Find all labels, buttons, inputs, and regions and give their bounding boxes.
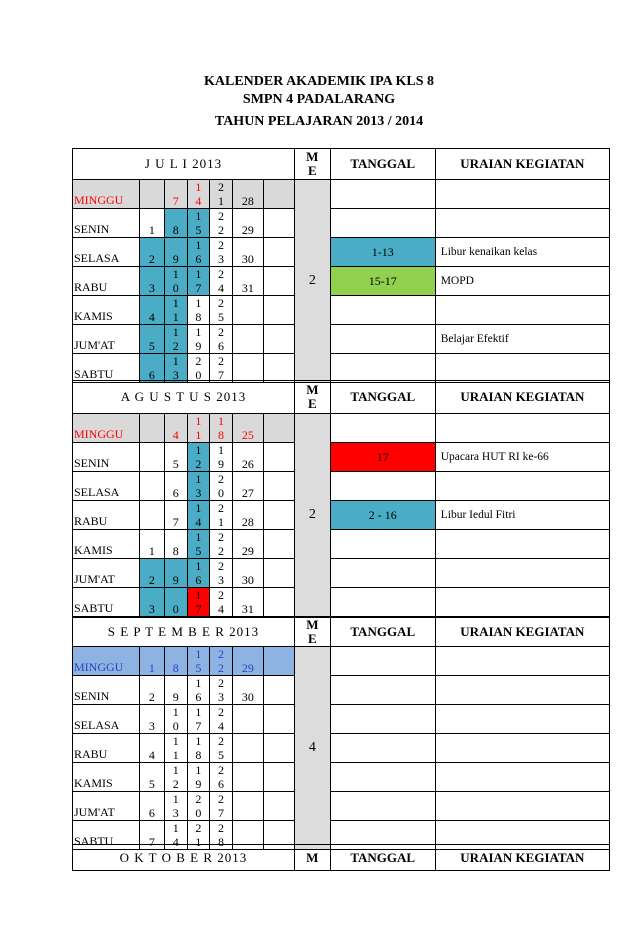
date-cell [263, 472, 294, 501]
date-cell: 4 [139, 296, 164, 325]
row-juli-selasa [73, 238, 610, 267]
date-cell: 2 2 [210, 209, 233, 238]
date-cell: 2 3 [210, 676, 233, 705]
date-cell: 2 4 [210, 705, 233, 734]
date-cell [232, 734, 263, 763]
date-cell: 27 [232, 472, 263, 501]
date-cell: 2 1 [210, 180, 233, 209]
date-cell: 1 4 [164, 821, 187, 850]
row-juli-rabu [73, 267, 610, 296]
date-cell: 1 6 [187, 238, 210, 267]
kegiatan-cell [435, 559, 609, 588]
date-cell: 2 5 [210, 734, 233, 763]
kegiatan-cell [435, 705, 609, 734]
kegiatan-cell [435, 763, 609, 792]
date-cell: 2 2 [210, 647, 233, 676]
date-cell: 7 [164, 501, 187, 530]
day-label: RABU [73, 734, 140, 763]
header-m: M E [294, 618, 330, 647]
date-cell: 1 3 [164, 792, 187, 821]
date-cell [263, 705, 294, 734]
kegiatan-cell: MOPD [435, 267, 609, 296]
date-cell [263, 180, 294, 209]
kegiatan-cell: Belajar Efektif [435, 325, 609, 354]
date-cell: 2 0 [187, 792, 210, 821]
date-cell: 29 [232, 209, 263, 238]
date-cell: 1 7 [187, 705, 210, 734]
kegiatan-cell [435, 209, 609, 238]
kegiatan-cell [435, 530, 609, 559]
date-cell: 30 [232, 559, 263, 588]
tanggal-cell [330, 209, 435, 238]
kegiatan-cell: Libur kenaikan kelas [435, 238, 609, 267]
kegiatan-cell [435, 734, 609, 763]
row-juli-senin [73, 209, 610, 238]
date-cell: 2 2 [210, 530, 233, 559]
date-cell: 1 5 [187, 209, 210, 238]
day-label: SENIN [73, 209, 140, 238]
day-label: SABTU [73, 354, 140, 383]
date-cell: 1 5 [187, 647, 210, 676]
date-cell: 2 5 [210, 296, 233, 325]
tanggal-cell [330, 588, 435, 617]
day-label: KAMIS [73, 763, 140, 792]
tanggal-cell [330, 354, 435, 383]
day-label: SABTU [73, 588, 140, 617]
tanggal-cell [330, 559, 435, 588]
date-cell: 1 6 [187, 559, 210, 588]
doc-title: KALENDER AKADEMIK IPA KLS 8 [204, 74, 434, 89]
date-cell: 6 [139, 792, 164, 821]
date-cell: 8 [164, 647, 187, 676]
date-cell: 29 [232, 647, 263, 676]
date-cell [263, 414, 294, 443]
date-cell: 4 [139, 734, 164, 763]
month-title-september: S E P T E M B E R 2013 [73, 618, 295, 647]
kegiatan-cell: Libur Iedul Fitri [435, 501, 609, 530]
date-cell: 1 7 [187, 588, 210, 617]
date-cell: 7 [139, 821, 164, 850]
date-cell: 1 [139, 209, 164, 238]
row-agustus-kamis [73, 530, 610, 559]
date-cell [263, 267, 294, 296]
row-agustus-minggu [73, 414, 610, 443]
header-tanggal: TANGGAL [330, 149, 435, 180]
date-cell [232, 354, 263, 383]
date-cell [232, 763, 263, 792]
row-september-minggu [73, 647, 610, 676]
date-cell: 1 4 [187, 501, 210, 530]
tanggal-cell: 2 - 16 [330, 501, 435, 530]
date-cell [263, 734, 294, 763]
date-cell [263, 238, 294, 267]
calendar-september [72, 617, 610, 850]
date-cell: 2 [139, 559, 164, 588]
header-m: M [294, 845, 330, 871]
date-cell [263, 209, 294, 238]
date-cell: 1 5 [187, 530, 210, 559]
day-label: SABTU [73, 821, 140, 850]
kegiatan-cell [435, 588, 609, 617]
date-cell [263, 296, 294, 325]
calendar-oktober [72, 844, 610, 871]
date-cell [232, 296, 263, 325]
header-uraian: URAIAN KEGIATAN [435, 618, 609, 647]
date-cell: 1 [139, 647, 164, 676]
date-cell: 2 7 [210, 792, 233, 821]
date-cell [232, 325, 263, 354]
date-cell: 25 [232, 414, 263, 443]
header-tanggal: TANGGAL [330, 618, 435, 647]
calendar-agustus [72, 380, 610, 617]
date-cell: 1 4 [187, 180, 210, 209]
tanggal-cell: 17 [330, 443, 435, 472]
date-cell: 1 8 [187, 296, 210, 325]
day-label: SELASA [73, 705, 140, 734]
row-september-jumat [73, 792, 610, 821]
date-cell: 5 [139, 763, 164, 792]
date-cell: 6 [164, 472, 187, 501]
row-juli-minggu [73, 180, 610, 209]
date-cell: 2 3 [210, 559, 233, 588]
month-title-oktober: O K T O B E R 2013 [73, 845, 295, 871]
kegiatan-cell [435, 354, 609, 383]
week-count: 4 [294, 647, 330, 850]
date-cell: 1 9 [187, 325, 210, 354]
date-cell [139, 443, 164, 472]
kegiatan-cell [435, 414, 609, 443]
date-cell [263, 763, 294, 792]
date-cell: 3 [139, 267, 164, 296]
header-uraian: URAIAN KEGIATAN [435, 149, 609, 180]
date-cell: 3 [139, 588, 164, 617]
date-cell: 30 [232, 676, 263, 705]
date-cell [232, 792, 263, 821]
tanggal-cell [330, 530, 435, 559]
date-cell: 1 8 [210, 414, 233, 443]
calendar-juli [72, 148, 610, 383]
date-cell: 4 [164, 414, 187, 443]
row-september-rabu [73, 734, 610, 763]
row-september-senin [73, 676, 610, 705]
date-cell [263, 647, 294, 676]
tanggal-cell [330, 414, 435, 443]
tanggal-cell: 15-17 [330, 267, 435, 296]
date-cell: 2 6 [210, 763, 233, 792]
tanggal-cell [330, 325, 435, 354]
date-cell: 1 2 [187, 443, 210, 472]
date-cell: 8 [164, 209, 187, 238]
tanggal-cell: 1-13 [330, 238, 435, 267]
row-september-kamis [73, 763, 610, 792]
kegiatan-cell [435, 676, 609, 705]
tanggal-cell [330, 180, 435, 209]
date-cell: 2 1 [210, 501, 233, 530]
date-cell: 2 [139, 238, 164, 267]
date-cell [263, 676, 294, 705]
date-cell: 1 9 [187, 763, 210, 792]
row-juli-sabtu [73, 354, 610, 383]
academic-year: TAHUN PELAJARAN 2013 / 2014 [214, 114, 424, 129]
date-cell [263, 588, 294, 617]
date-cell: 2 4 [210, 588, 233, 617]
date-cell: 28 [232, 501, 263, 530]
date-cell: 1 3 [187, 472, 210, 501]
day-label: RABU [73, 501, 140, 530]
date-cell [139, 472, 164, 501]
row-juli-kamis [73, 296, 610, 325]
date-cell [139, 414, 164, 443]
date-cell [263, 325, 294, 354]
school-name: SMPN 4 PADALARANG [242, 92, 396, 107]
header-tanggal: TANGGAL [330, 845, 435, 871]
date-cell: 1 3 [164, 354, 187, 383]
date-cell: 1 6 [187, 676, 210, 705]
tanggal-cell [330, 676, 435, 705]
row-agustus-senin [73, 443, 610, 472]
date-cell: 5 [164, 443, 187, 472]
row-agustus-jumat [73, 559, 610, 588]
tanggal-cell [330, 472, 435, 501]
date-cell [263, 559, 294, 588]
date-cell: 9 [164, 676, 187, 705]
date-cell: 1 2 [164, 325, 187, 354]
day-label: KAMIS [73, 296, 140, 325]
date-cell [139, 180, 164, 209]
day-label: RABU [73, 267, 140, 296]
date-cell: 6 [139, 354, 164, 383]
date-cell: 3 [139, 705, 164, 734]
date-cell: 31 [232, 588, 263, 617]
header-tanggal: TANGGAL [330, 381, 435, 414]
week-count: 2 [294, 414, 330, 617]
date-cell: 2 1 [187, 821, 210, 850]
date-cell [139, 501, 164, 530]
date-cell: 9 [164, 559, 187, 588]
date-cell: 7 [164, 180, 187, 209]
date-cell [232, 705, 263, 734]
header-uraian: URAIAN KEGIATAN [435, 381, 609, 414]
date-cell: 1 9 [210, 443, 233, 472]
day-label: SENIN [73, 676, 140, 705]
date-cell: 2 0 [210, 472, 233, 501]
header-uraian: URAIAN KEGIATAN [435, 845, 609, 871]
row-september-selasa [73, 705, 610, 734]
day-label: MINGGU [73, 647, 140, 676]
kegiatan-cell [435, 180, 609, 209]
date-cell: 2 4 [210, 267, 233, 296]
date-cell: 1 8 [187, 734, 210, 763]
date-cell: 1 [139, 530, 164, 559]
date-cell: 8 [164, 530, 187, 559]
date-cell: 29 [232, 530, 263, 559]
date-cell: 5 [139, 325, 164, 354]
kegiatan-cell [435, 647, 609, 676]
date-cell: 28 [232, 180, 263, 209]
month-title-agustus: A G U S T U S 2013 [73, 381, 295, 414]
date-cell: 1 1 [187, 414, 210, 443]
date-cell: 9 [164, 238, 187, 267]
kegiatan-cell: Upacara HUT RI ke-66 [435, 443, 609, 472]
kegiatan-cell [435, 472, 609, 501]
date-cell: 31 [232, 267, 263, 296]
tanggal-cell [330, 705, 435, 734]
date-cell: 26 [232, 443, 263, 472]
day-label: SENIN [73, 443, 140, 472]
tanggal-cell [330, 734, 435, 763]
tanggal-cell [330, 296, 435, 325]
day-label: SELASA [73, 238, 140, 267]
date-cell: 1 1 [164, 734, 187, 763]
date-cell: 1 0 [164, 705, 187, 734]
day-label: KAMIS [73, 530, 140, 559]
row-agustus-sabtu [73, 588, 610, 617]
date-cell: 2 7 [210, 354, 233, 383]
date-cell: 2 [139, 676, 164, 705]
date-cell [263, 530, 294, 559]
date-cell [263, 443, 294, 472]
date-cell [263, 792, 294, 821]
row-juli-jumat [73, 325, 610, 354]
tanggal-cell [330, 647, 435, 676]
date-cell [263, 501, 294, 530]
kegiatan-cell [435, 792, 609, 821]
date-cell [263, 354, 294, 383]
tanggal-cell [330, 792, 435, 821]
day-label: MINGGU [73, 414, 140, 443]
row-agustus-selasa [73, 472, 610, 501]
day-label: MINGGU [73, 180, 140, 209]
date-cell: 0 [164, 588, 187, 617]
date-cell: 2 3 [210, 238, 233, 267]
header-m: M E [294, 149, 330, 180]
date-cell: 1 1 [164, 296, 187, 325]
day-label: JUM'AT [73, 792, 140, 821]
date-cell: 1 2 [164, 763, 187, 792]
row-agustus-rabu [73, 501, 610, 530]
day-label: JUM'AT [73, 559, 140, 588]
day-label: JUM'AT [73, 325, 140, 354]
date-cell: 1 0 [164, 267, 187, 296]
date-cell: 30 [232, 238, 263, 267]
kegiatan-cell [435, 296, 609, 325]
date-cell: 1 7 [187, 267, 210, 296]
date-cell: 2 0 [187, 354, 210, 383]
header-m: M E [294, 381, 330, 414]
tanggal-cell [330, 763, 435, 792]
month-title-juli: J U L I 2013 [73, 149, 295, 180]
week-count: 2 [294, 180, 330, 383]
date-cell: 2 6 [210, 325, 233, 354]
day-label: SELASA [73, 472, 140, 501]
date-cell: 2 8 [210, 821, 233, 850]
